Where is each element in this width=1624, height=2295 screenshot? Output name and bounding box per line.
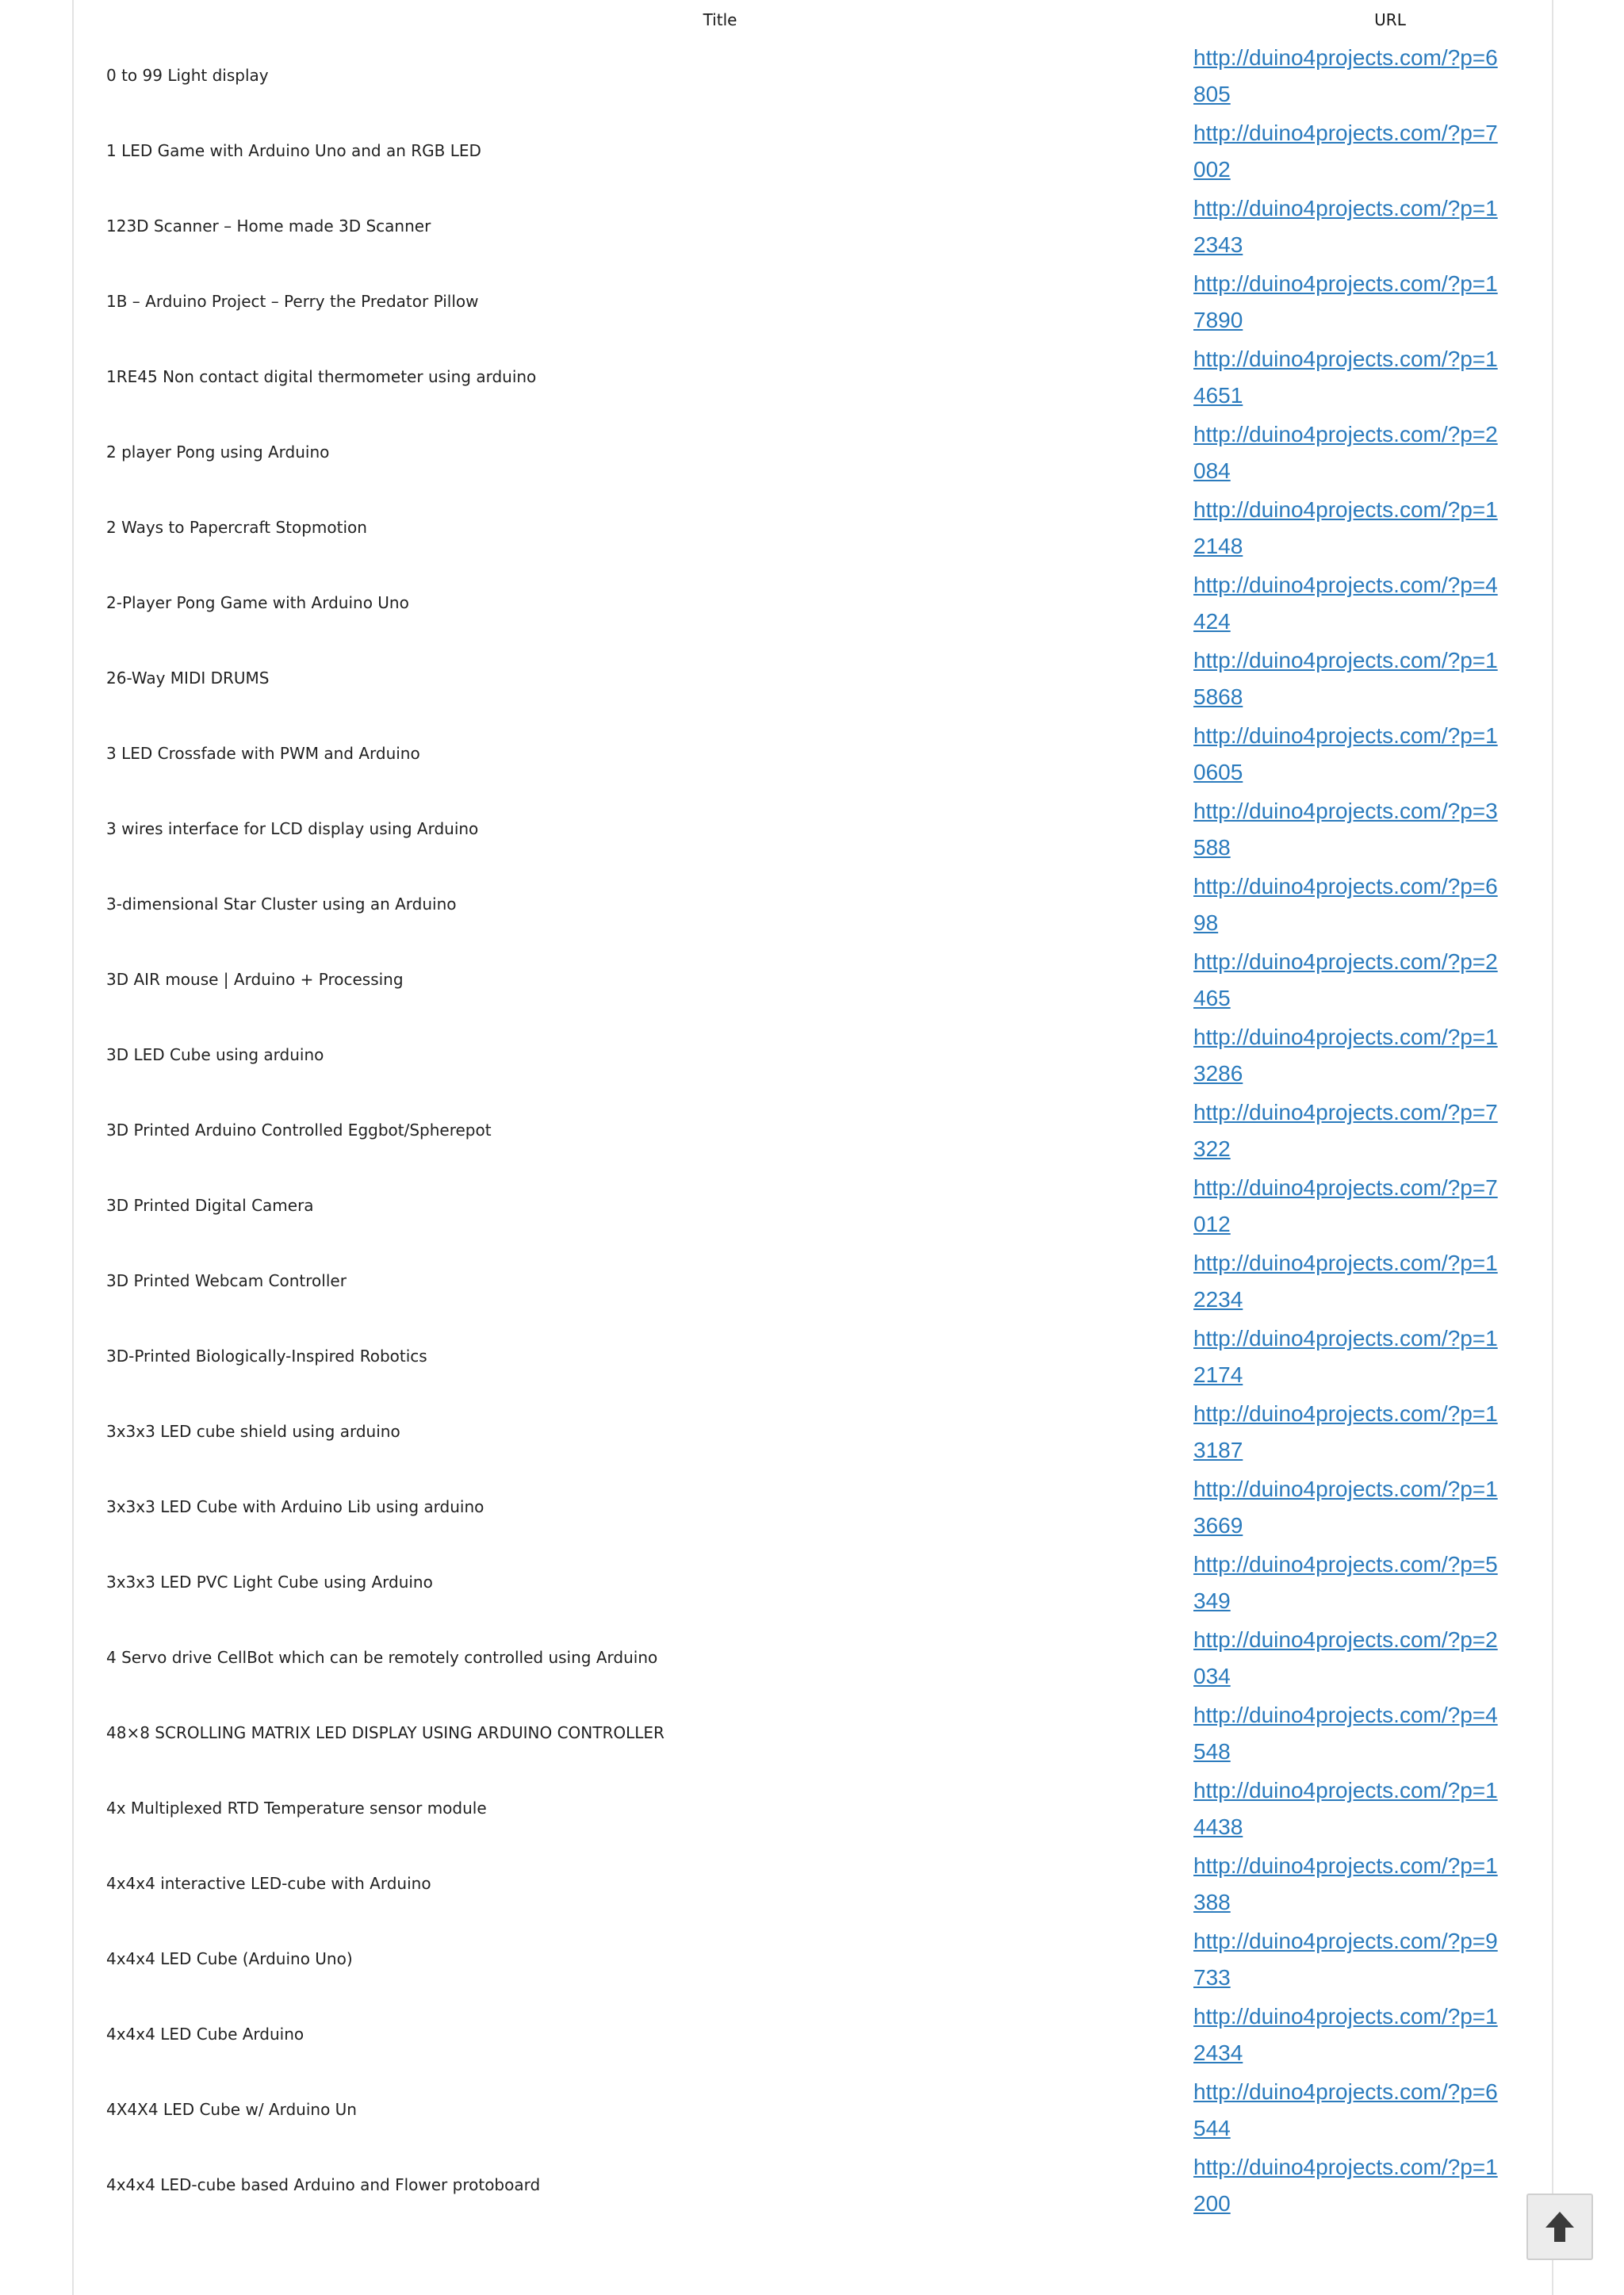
- column-header-url: URL: [1374, 10, 1406, 29]
- project-url-link[interactable]: http://duino4projects.com/?p=12174: [1193, 1326, 1498, 1387]
- table-row: [74, 1550, 1552, 1626]
- table-row: [74, 119, 1552, 194]
- project-url-link[interactable]: http://duino4projects.com/?p=12234: [1193, 1251, 1498, 1312]
- arrow-up-icon: [1544, 2210, 1576, 2243]
- column-header-title: Title: [703, 10, 737, 29]
- project-title: 48×8 SCROLLING MATRIX LED DISPLAY USING ARDUINO CONTROLLER: [106, 1723, 665, 1742]
- project-title: 3x3x3 LED Cube with Arduino Lib using arduino: [106, 1497, 485, 1516]
- project-title: 4x4x4 LED Cube Arduino: [106, 2025, 304, 2044]
- project-title: 3x3x3 LED PVC Light Cube using Arduino: [106, 1573, 433, 1592]
- project-title: 3D Printed Digital Camera: [106, 1196, 314, 1215]
- project-url-link[interactable]: http://duino4projects.com/?p=1388: [1193, 1853, 1498, 1914]
- project-url-link[interactable]: http://duino4projects.com/?p=2465: [1193, 949, 1498, 1010]
- project-title: 3-dimensional Star Cluster using an Arduino: [106, 895, 457, 914]
- project-title: 3D-Printed Biologically-Inspired Robotics: [106, 1347, 427, 1366]
- project-title: 3D AIR mouse | Arduino + Processing: [106, 970, 404, 989]
- project-title: 4x4x4 LED-cube based Arduino and Flower protoboard: [106, 2175, 541, 2194]
- project-url-link[interactable]: http://duino4projects.com/?p=2084: [1193, 422, 1498, 483]
- project-title: 4x Multiplexed RTD Temperature sensor module: [106, 1799, 487, 1818]
- project-url-link[interactable]: http://duino4projects.com/?p=7012: [1193, 1175, 1498, 1236]
- project-url-link[interactable]: http://duino4projects.com/?p=6805: [1193, 45, 1498, 106]
- project-table: [74, 44, 1552, 2228]
- table-row: [74, 1174, 1552, 1249]
- project-title: 4X4X4 LED Cube w/ Arduino Un: [106, 2100, 357, 2119]
- table-row: [74, 948, 1552, 1023]
- table-row: [74, 797, 1552, 872]
- project-title: 26-Way MIDI DRUMS: [106, 669, 270, 688]
- table-row: [74, 872, 1552, 948]
- table-row: [74, 1626, 1552, 1701]
- table-row: [74, 1776, 1552, 1852]
- project-url-link[interactable]: http://duino4projects.com/?p=4548: [1193, 1703, 1498, 1764]
- table-row: [74, 270, 1552, 345]
- table-row: [74, 496, 1552, 571]
- project-title: 2 player Pong using Arduino: [106, 443, 330, 462]
- project-title: 123D Scanner – Home made 3D Scanner: [106, 216, 431, 236]
- project-title: 1 LED Game with Arduino Uno and an RGB LED: [106, 141, 481, 160]
- table-row: [74, 1324, 1552, 1400]
- project-title: 3x3x3 LED cube shield using arduino: [106, 1422, 400, 1441]
- table-row: [74, 1098, 1552, 1174]
- table-row: [74, 2002, 1552, 2078]
- project-title: 4x4x4 LED Cube (Arduino Uno): [106, 1949, 353, 1968]
- project-url-link[interactable]: http://duino4projects.com/?p=10605: [1193, 723, 1498, 784]
- project-url-link[interactable]: http://duino4projects.com/?p=2034: [1193, 1627, 1498, 1688]
- table-row: [74, 2153, 1552, 2228]
- table-row: [74, 1852, 1552, 1927]
- table-row: [74, 1701, 1552, 1776]
- table-row: [74, 2078, 1552, 2153]
- project-url-link[interactable]: http://duino4projects.com/?p=17890: [1193, 271, 1498, 332]
- table-row: [74, 345, 1552, 420]
- project-url-link[interactable]: http://duino4projects.com/?p=6544: [1193, 2079, 1498, 2140]
- project-title: 4 Servo drive CellBot which can be remotely controlled using Arduino: [106, 1648, 658, 1667]
- project-title: 1RE45 Non contact digital thermometer using arduino: [106, 367, 537, 386]
- project-title: 3D Printed Arduino Controlled Eggbot/Spherepot: [106, 1121, 492, 1140]
- project-url-link[interactable]: http://duino4projects.com/?p=12343: [1193, 196, 1498, 257]
- project-url-link[interactable]: http://duino4projects.com/?p=12148: [1193, 497, 1498, 558]
- table-row: [74, 1023, 1552, 1098]
- project-url-link[interactable]: http://duino4projects.com/?p=1200: [1193, 2155, 1498, 2216]
- project-title: 3 wires interface for LCD display using Arduino: [106, 819, 479, 838]
- table-row: [74, 44, 1552, 119]
- table-row: [74, 1475, 1552, 1550]
- project-url-link[interactable]: http://duino4projects.com/?p=3588: [1193, 799, 1498, 860]
- table-row: [74, 1927, 1552, 2002]
- project-url-link[interactable]: http://duino4projects.com/?p=13286: [1193, 1025, 1498, 1086]
- table-row: [74, 646, 1552, 722]
- project-url-link[interactable]: http://duino4projects.com/?p=698: [1193, 874, 1498, 935]
- project-url-link[interactable]: http://duino4projects.com/?p=13187: [1193, 1401, 1498, 1462]
- table-row: [74, 194, 1552, 270]
- project-title: 4x4x4 interactive LED-cube with Arduino: [106, 1874, 431, 1893]
- project-url-link[interactable]: http://duino4projects.com/?p=13669: [1193, 1477, 1498, 1538]
- project-title: 0 to 99 Light display: [106, 66, 269, 85]
- project-url-link[interactable]: http://duino4projects.com/?p=14651: [1193, 347, 1498, 408]
- project-title: 3D LED Cube using arduino: [106, 1045, 324, 1064]
- project-url-link[interactable]: http://duino4projects.com/?p=15868: [1193, 648, 1498, 709]
- content-container: [72, 0, 1553, 2295]
- table-row: [74, 1400, 1552, 1475]
- project-title: 2-Player Pong Game with Arduino Uno: [106, 593, 409, 612]
- project-url-link[interactable]: http://duino4projects.com/?p=7002: [1193, 121, 1498, 182]
- project-title: 2 Ways to Papercraft Stopmotion: [106, 518, 367, 537]
- project-url-link[interactable]: http://duino4projects.com/?p=4424: [1193, 573, 1498, 634]
- project-title: 1B – Arduino Project – Perry the Predator Pillow: [106, 292, 479, 311]
- project-title: 3D Printed Webcam Controller: [106, 1271, 347, 1290]
- table-row: [74, 420, 1552, 496]
- table-row: [74, 571, 1552, 646]
- table-row: [74, 1249, 1552, 1324]
- scroll-to-top-button[interactable]: [1526, 2193, 1593, 2260]
- table-row: [74, 722, 1552, 797]
- project-url-link[interactable]: http://duino4projects.com/?p=14438: [1193, 1778, 1498, 1839]
- project-url-link[interactable]: http://duino4projects.com/?p=9733: [1193, 1929, 1498, 1990]
- project-url-link[interactable]: http://duino4projects.com/?p=5349: [1193, 1552, 1498, 1613]
- project-title: 3 LED Crossfade with PWM and Arduino: [106, 744, 420, 763]
- project-url-link[interactable]: http://duino4projects.com/?p=7322: [1193, 1100, 1498, 1161]
- project-url-link[interactable]: http://duino4projects.com/?p=12434: [1193, 2004, 1498, 2065]
